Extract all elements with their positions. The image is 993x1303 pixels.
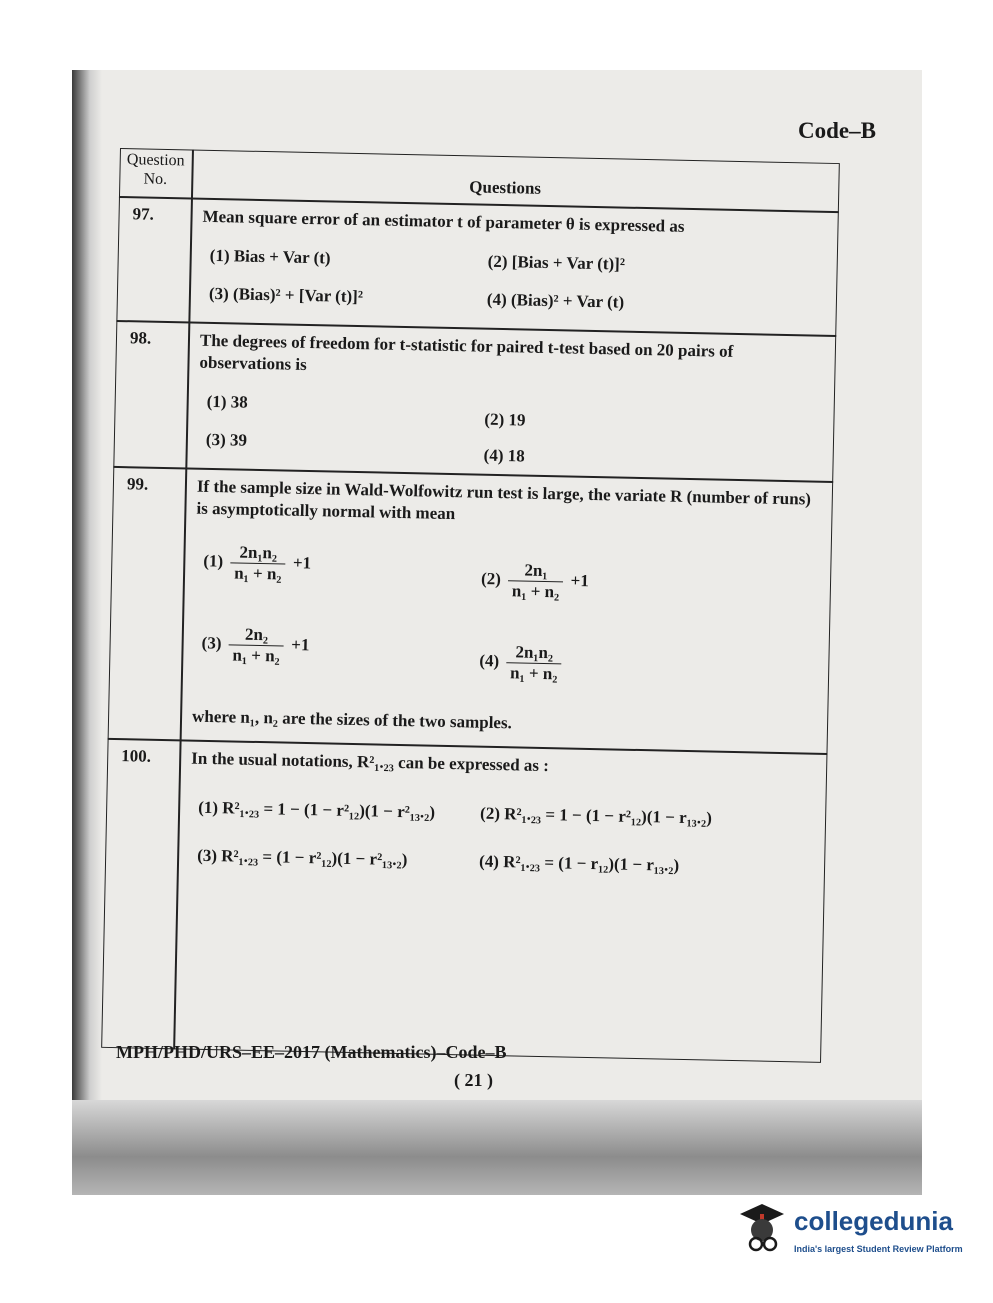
option: (3) 39 (205, 429, 248, 450)
question-number: 98. (129, 328, 152, 348)
option: (3) R²₁.₂₃ = (1 − r²₁₂)(1 − r²₁₃.₂) (197, 845, 408, 870)
option: (4) (Bias)² + Var (t) (486, 289, 625, 312)
option: (1) 38 (206, 391, 248, 412)
option-label: (1) (203, 551, 224, 571)
scan-shadow-left (72, 70, 102, 1195)
option: (1) Bias + Var (t) (209, 245, 331, 268)
page-number: ( 21 ) (454, 1070, 493, 1090)
question-number: 99. (126, 474, 149, 494)
question-text: If the sample size in Wald-Wolfowitz run test is large, the variate R (number of runs) is asymptotically normal with mean (196, 476, 812, 524)
option-fraction (203, 542, 312, 585)
fraction-suffix: +1 (291, 635, 310, 655)
denominator: n₁ + n₂ (509, 663, 558, 684)
numerator: 2n₂ (229, 624, 285, 646)
question-note: where n₁, n₂ are the sizes of the two samples. (191, 706, 513, 733)
option: (3) (Bias)² + [Var (t)]² (208, 283, 364, 307)
brand-name: collegedunia (794, 1206, 953, 1236)
question-text: In the usual notations, R²₁.₂₃ can be expressed as : (191, 748, 550, 776)
question-table-wrapper (101, 148, 840, 1063)
numerator: 2n₁ (508, 560, 564, 582)
numerator: 2n₁n₂ (506, 642, 562, 664)
fraction (508, 560, 564, 602)
option: (2) R²₁.₂₃ = 1 − (1 − r²₁₂)(1 − r₁₃.₂) (479, 803, 713, 828)
exam-footer: MPH/PHD/URS–EE–2017 (Mathematics)–Code–B (116, 1042, 507, 1062)
question-text: Mean square error of an estimator t of parameter θ is expressed as (202, 206, 685, 236)
fraction (228, 624, 284, 666)
question-text: The degrees of freedom for t-statistic for paired t-test based on 20 pairs of observations is (199, 330, 734, 374)
option: (2) 19 (484, 409, 526, 430)
option: (4) R²₁.₂₃ = (1 − r₁₂)(1 − r₁₃.₂) (478, 851, 680, 875)
option-fraction (479, 642, 565, 685)
denominator: n₁ + n₂ (232, 645, 280, 666)
question-number: 100. (121, 746, 152, 766)
option-fraction (481, 560, 590, 603)
numerator: 2n₁n₂ (230, 542, 286, 564)
option-label: (3) (201, 633, 222, 653)
option-label: (2) (480, 569, 502, 589)
fraction-suffix: +1 (292, 553, 312, 573)
paper-code: Code–B (798, 118, 876, 143)
collegedunia-watermark (736, 1200, 966, 1270)
brand-tagline: India's largest Student Review Platform (794, 1244, 963, 1254)
fraction (230, 542, 286, 584)
option: (4) 18 (483, 445, 525, 466)
option-fraction (201, 624, 310, 667)
fraction (506, 642, 562, 684)
question-number: 97. (132, 204, 155, 224)
header-questions: Questions (469, 177, 542, 198)
fraction-suffix: +1 (570, 570, 590, 591)
scanned-page (72, 70, 922, 1195)
header-question-no: Question No. (126, 151, 185, 188)
denominator: n₁ + n₂ (511, 581, 560, 602)
graduate-mascot-icon (736, 1200, 788, 1262)
option: (1) R²₁.₂₃ = 1 − (1 − r²₁₂)(1 − r²₁₃.₂) (198, 797, 436, 822)
option-label: (4) (479, 651, 500, 671)
scan-shadow-bottom (72, 1100, 922, 1195)
denominator: n₁ + n₂ (234, 563, 282, 584)
option: (2) [Bias + Var (t)]² (487, 251, 626, 274)
